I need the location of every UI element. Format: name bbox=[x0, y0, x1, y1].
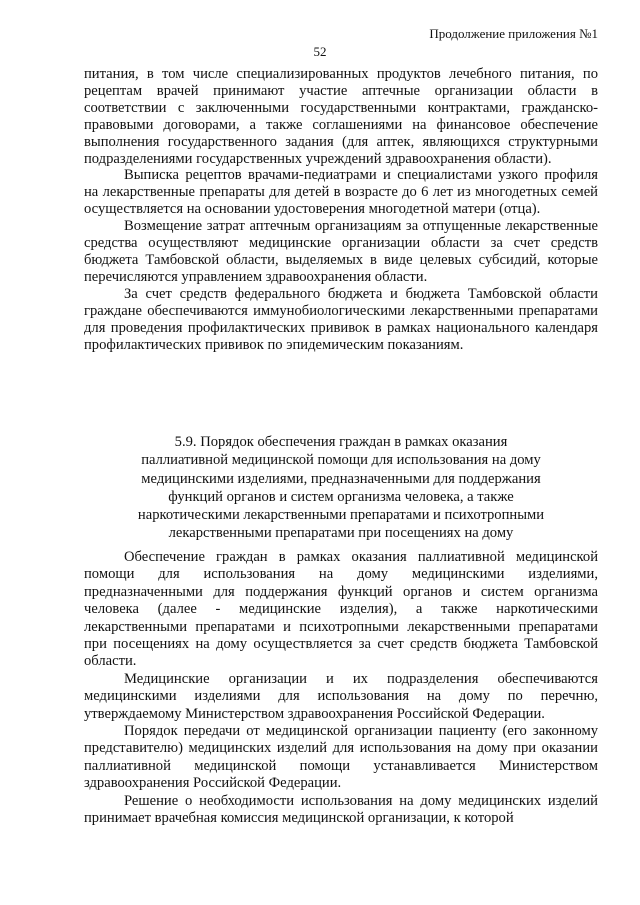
section-heading-line: лекарственными препаратами при посещениях на дому bbox=[168, 525, 514, 542]
paragraph: Возмещение затрат аптечным организациям за отпущенные лекарственные средства осуществляют медицинские организации области за счет средств бюджета Тамбовской области, выделяемых в виде целевых субсидий, которые перечисляются управлением здравоохранения области. bbox=[84, 218, 598, 285]
paragraph: За счет средств федерального бюджета и бюджета Тамбовской области граждане обеспечиваются иммунобиологическими лекарственными препаратами для проведения профилактических прививок в рамках национального календаря профилактических прививок по эпидемическим показаниям. bbox=[84, 285, 598, 353]
paragraph: Обеспечение граждан в рамках оказания паллиативной медицинской помощи для использования на дому медицинскими изделиями, предназначенными для поддержания функций органов и систем организма человека (далее - медицинские изделия), а также наркотическими лекарственными препаратами и психотропными лекарственными препаратами при посещениях на дому осуществляется за счет средств бюджета Тамбовской области. bbox=[84, 549, 598, 670]
section-heading-line: функций органов и систем организма человека, а также bbox=[168, 488, 514, 505]
paragraph: Выписка рецептов врачами-педиатрами и специалистами узкого профиля на лекарственные препараты для детей в возрасте до 6 лет из многодетных семей осуществляется на основании удостоверения многодетной матери (отца). bbox=[84, 167, 598, 218]
section-heading-line: паллиативной медицинской помощи для использования на дому bbox=[141, 452, 541, 469]
appendix-continuation-note: Продолжение приложения №1 bbox=[429, 26, 598, 41]
paragraph: Медицинские организации и их подразделения обеспечиваются медицинскими изделиями для использования на дому по перечню, утверждаемому Министерством здравоохранения Российской Федерации. bbox=[84, 670, 598, 722]
section-heading-line: 5.9. Порядок обеспечения граждан в рамках оказания bbox=[174, 434, 508, 450]
body-text-top bbox=[84, 66, 598, 353]
paragraph: Порядок передачи от медицинской организации пациенту (его законному представителю) медицинских изделий для использования на дому при оказании паллиативной медицинской помощи устанавливается Министерством здравоохранения Российской Федерации. bbox=[84, 723, 598, 792]
body-text-bottom bbox=[84, 549, 598, 828]
page-number: 52 bbox=[313, 44, 327, 59]
paragraph: Решение о необходимости использования на дому медицинских изделий принимает врачебная комиссия медицинской организации, к которой bbox=[84, 792, 598, 827]
section-heading-line: наркотическими лекарственными препаратами и психотропными bbox=[137, 507, 545, 524]
paragraph: питания, в том числе специализированных продуктов лечебного питания, по рецептам врачей принимают участие аптечные организации области в соответствии с заключенными государственными контрактами, гражданско-правовыми договорами, а также соглашениями на финансовое обеспечение выполнения государственного задания (для аптек, являющихся структурными подразделениями государственных учреждений здравоохранения области). bbox=[84, 66, 598, 167]
section-heading-line: медицинскими изделиями, предназначенными для поддержания bbox=[141, 470, 541, 487]
section-heading bbox=[84, 433, 598, 543]
